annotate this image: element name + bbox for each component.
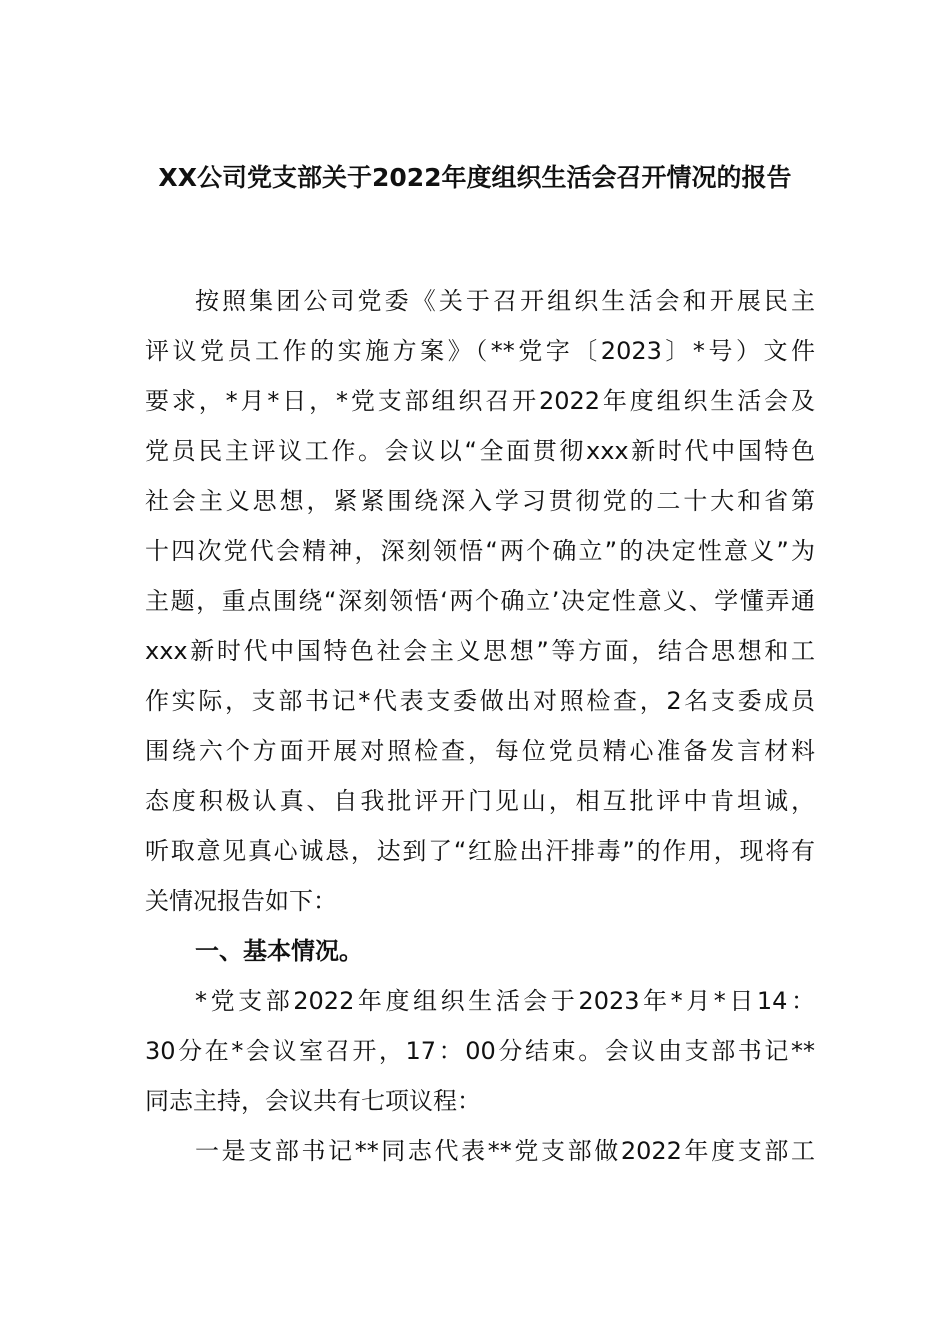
section-heading: 一、基本情况。 bbox=[195, 937, 363, 965]
paragraph-line: *党支部2022年度组织生活会于2023年*月*日14： bbox=[195, 987, 815, 1015]
paragraph-line: 30分在*会议室召开，17：00分结束。会议由支部书记** bbox=[145, 1037, 815, 1065]
paragraph-line: 评议党员工作的实施方案》（**党字〔2023〕*号）文件 bbox=[145, 337, 815, 365]
paragraph-line: 围绕六个方面开展对照检查，每位党员精心准备发言材料 bbox=[145, 737, 815, 765]
document-body bbox=[145, 276, 815, 1176]
paragraph-line: 态度积极认真、自我批评开门见山，相互批评中肯坦诚， bbox=[145, 787, 815, 815]
paragraph-line: 要求，*月*日，*党支部组织召开2022年度组织生活会及 bbox=[145, 387, 815, 415]
paragraph-line: 作实际，支部书记*代表支委做出对照检查，2名支委成员 bbox=[145, 687, 815, 715]
paragraph-line: xxx新时代中国特色社会主义思想”等方面，结合思想和工 bbox=[145, 637, 815, 665]
paragraph-line: 听取意见真心诚恳，达到了“红脸出汗排毒”的作用，现将有 bbox=[145, 837, 815, 865]
paragraph-line: 十四次党代会精神，深刻领悟“两个确立”的决定性意义”为 bbox=[145, 537, 815, 565]
paragraph-line: 按照集团公司党委《关于召开组织生活会和开展民主 bbox=[195, 287, 815, 315]
paragraph-line: 社会主义思想，紧紧围绕深入学习贯彻党的二十大和省第 bbox=[145, 487, 815, 515]
paragraph-line: 主题，重点围绕“深刻领悟‘两个确立’决定性意义、学懂弄通 bbox=[145, 587, 815, 615]
paragraph-line: 一是支部书记**同志代表**党支部做2022年度支部工 bbox=[195, 1137, 815, 1165]
document-title: XX公司党支部关于2022年度组织生活会召开情况的报告 bbox=[158, 163, 792, 192]
paragraph-line: 党员民主评议工作。会议以“全面贯彻xxx新时代中国特色 bbox=[145, 437, 815, 465]
paragraph-line: 关情况报告如下： bbox=[145, 887, 337, 915]
paragraph-line: 同志主持，会议共有七项议程： bbox=[145, 1087, 481, 1115]
